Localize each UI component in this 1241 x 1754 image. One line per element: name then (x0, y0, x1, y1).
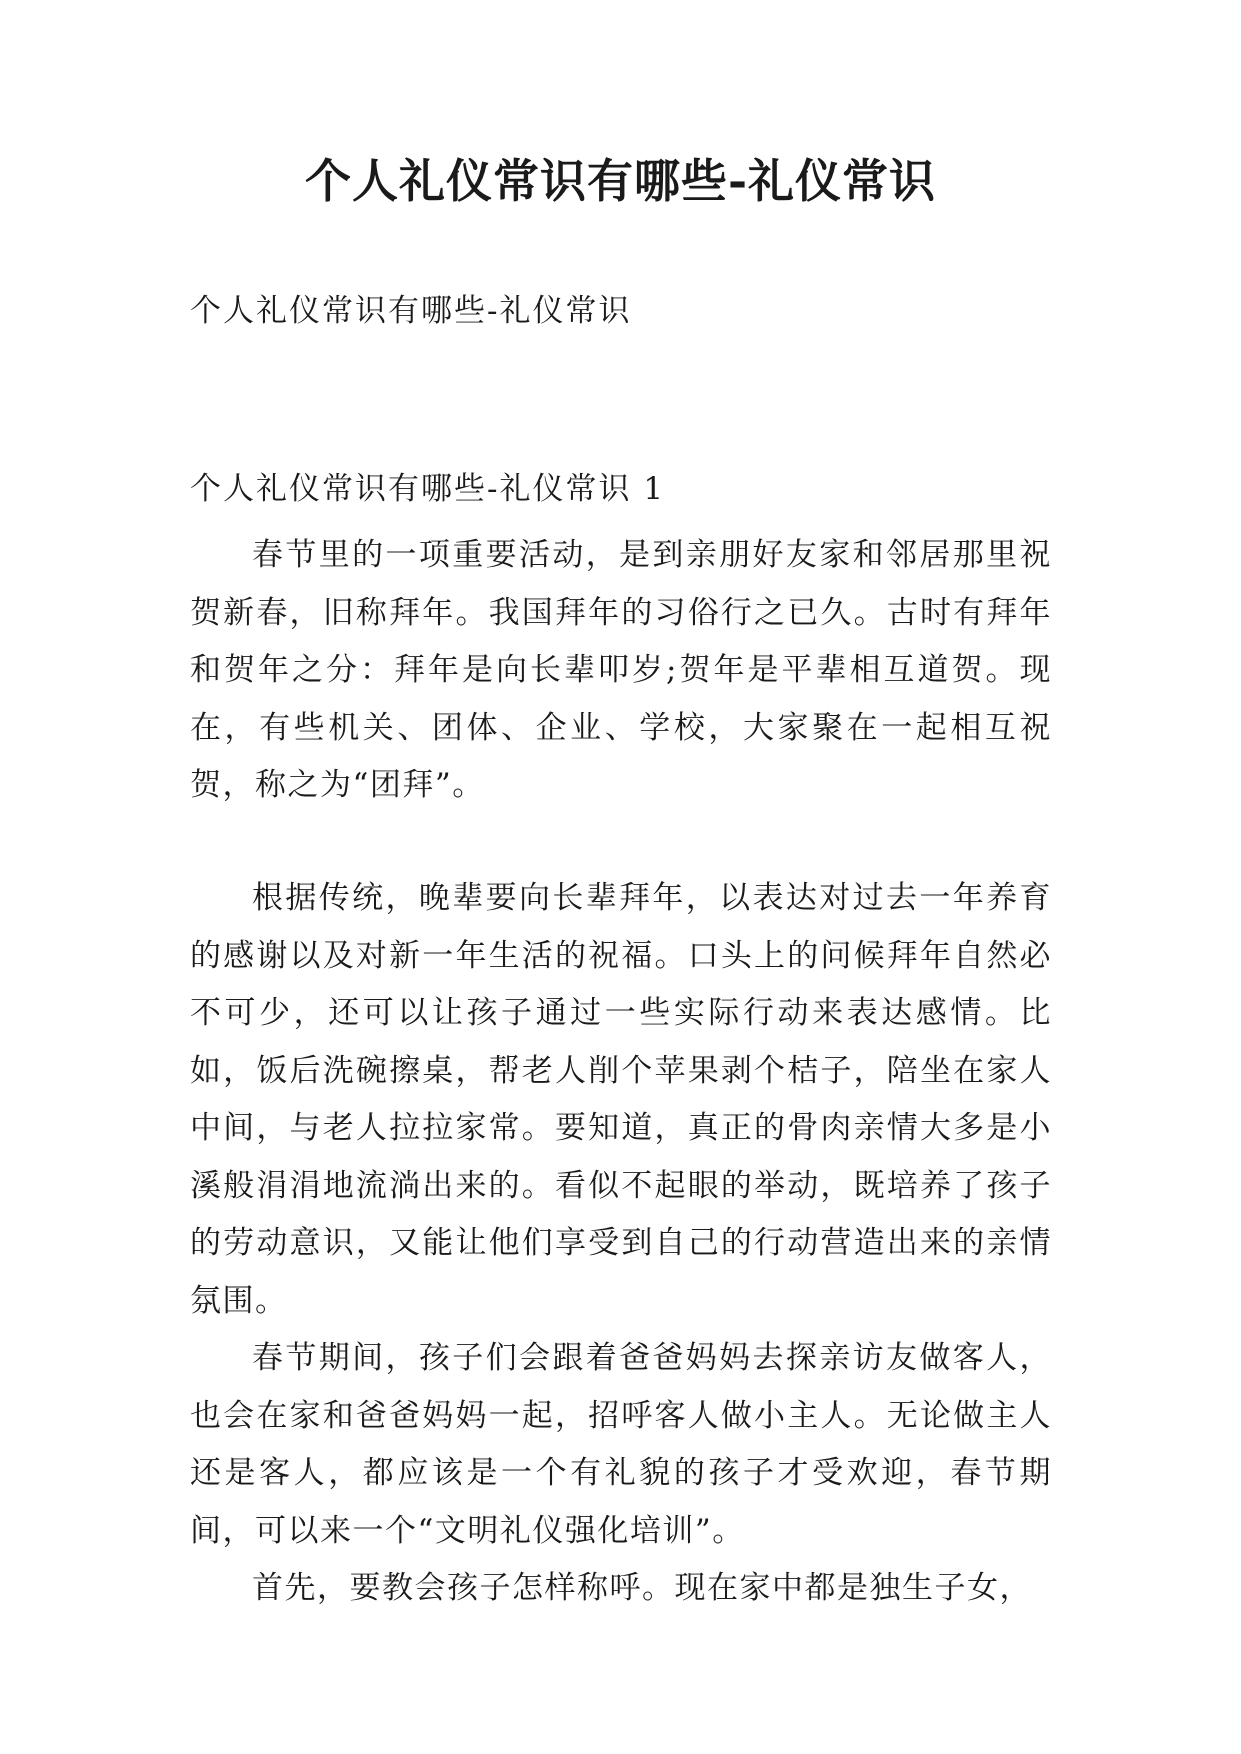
paragraph-4: 首先，要教会孩子怎样称呼。现在家中都是独生子女， (252, 1570, 1032, 1606)
paragraph-2: 根据传统，晚辈要向长辈拜年，以表达对过去一年养育的感谢以及对新一年生活的祝福。口头上的问候拜年自然必不可少，还可以让孩子通过一些实际行动来表达感情。比如，饭后洗碗擦桌，帮老人削个苹果剥个桔子，陪坐在家人中间，与老人拉拉家常。要知道，真正的骨肉亲情大多是小溪般涓涓地流淌出来的。看似不起眼的举动，既培养了孩子的劳动意识，又能让他们享受到自己的行动营造出来的亲情氛围。 (190, 880, 1052, 1319)
document-title: 个人礼仪常识有哪些-礼仪常识 (304, 154, 937, 208)
body-block-2 (190, 870, 1052, 1618)
section-heading: 个人礼仪常识有哪些-礼仪常识 1 (190, 471, 666, 507)
paragraph-3: 春节期间，孩子们会跟着爸爸妈妈去探亲访友做客人，也会在家和爸爸妈妈一起，招呼客人做小主人。无论做主人还是客人，都应该是一个有礼貌的孩子才受欢迎，春节期间，可以来一个“文明礼仪强化培训”。 (190, 1340, 1052, 1549)
paragraph-1: 春节里的一项重要活动，是到亲朋好友家和邻居那里祝贺新春，旧称拜年。我国拜年的习俗行之已久。古时有拜年和贺年之分：拜年是向长辈叩岁;贺年是平辈相互道贺。现在，有些机关、团体、企业、学校，大家聚在一起相互祝贺，称之为“团拜”。 (190, 537, 1052, 803)
body-block-1 (190, 527, 1052, 815)
document-subtitle: 个人礼仪常识有哪些-礼仪常识 (190, 293, 632, 329)
